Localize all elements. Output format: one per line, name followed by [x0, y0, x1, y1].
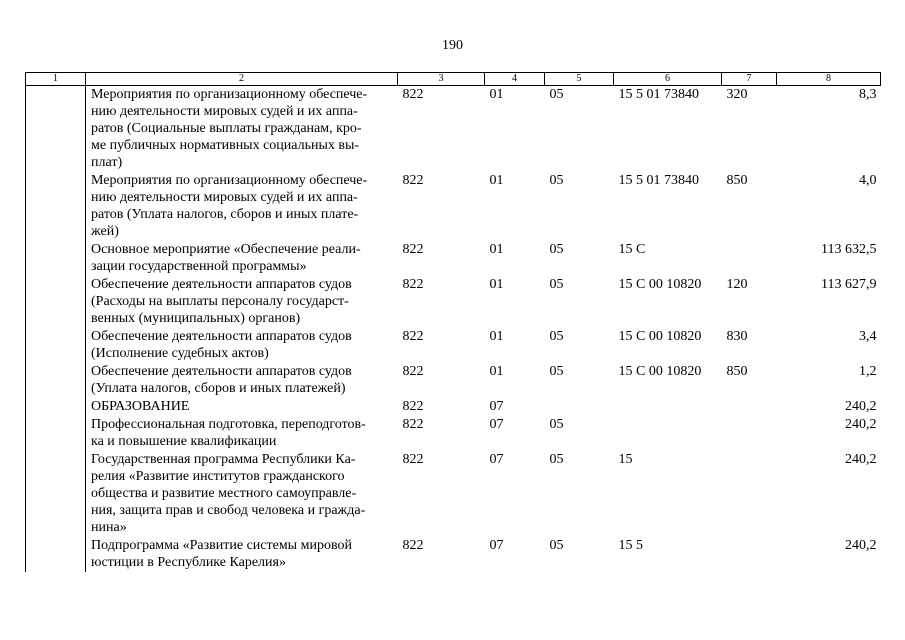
- column-header: 7: [722, 73, 777, 86]
- cell-col4: 01: [489, 364, 504, 379]
- cell-col7: 830: [726, 329, 748, 344]
- cell-col4: 01: [489, 173, 504, 188]
- table-row: [26, 451, 881, 537]
- cell-col1: [26, 416, 86, 451]
- cell-col7: 120: [726, 277, 748, 292]
- cell-amount: 240,2: [845, 417, 877, 432]
- cell-col5: [545, 398, 614, 416]
- cell-name: Основное мероприятие «Обеспечение реали- зации государственной программы»: [86, 241, 398, 276]
- cell-col4: 01: [489, 242, 504, 257]
- cell-col6: 15 С: [618, 242, 646, 257]
- cell-col7: [722, 398, 777, 416]
- cell-col7: [722, 537, 777, 572]
- table-row: [26, 416, 881, 451]
- table-row: [26, 363, 881, 398]
- cell-name: Обеспечение деятельности аппаратов судов (Расходы на выплаты персоналу государст- венных (муниципальных) органов): [86, 276, 398, 328]
- table-row: [26, 86, 881, 173]
- cell-col7: 320: [726, 87, 748, 102]
- table-row: [26, 537, 881, 572]
- table-row: [26, 276, 881, 328]
- column-header: 4: [485, 73, 545, 86]
- cell-amount: 1,2: [859, 364, 877, 379]
- cell-col3: 822: [402, 87, 424, 102]
- cell-col1: [26, 86, 86, 173]
- cell-col3: 822: [402, 242, 424, 257]
- table-row: [26, 172, 881, 241]
- cell-col1: [26, 276, 86, 328]
- cell-col3: 822: [402, 538, 424, 553]
- cell-col1: [26, 241, 86, 276]
- cell-col6: 15 С 00 10820: [618, 364, 702, 379]
- cell-col1: [26, 363, 86, 398]
- cell-col1: [26, 451, 86, 537]
- cell-amount: 240,2: [845, 452, 877, 467]
- cell-col4: 01: [489, 329, 504, 344]
- cell-col6: 15 5: [618, 538, 643, 553]
- cell-col4: 07: [489, 399, 504, 414]
- cell-name: Подпрограмма «Развитие системы мировой юстиции в Республике Карелия»: [86, 537, 398, 572]
- cell-name: Мероприятия по организационному обеспече- нию деятельности мировых судей и их аппа- ратов (Социальные выплаты гражданам, кро- ме публичных нормативных социальных вы- плат): [86, 86, 398, 173]
- cell-name: Обеспечение деятельности аппаратов судов (Исполнение судебных актов): [86, 328, 398, 363]
- column-header: 2: [86, 73, 398, 86]
- cell-col4: 07: [489, 538, 504, 553]
- cell-amount: 113 627,9: [821, 277, 877, 292]
- column-header: 8: [777, 73, 881, 86]
- cell-col1: [26, 172, 86, 241]
- table-row: [26, 328, 881, 363]
- cell-col4: 07: [489, 417, 504, 432]
- cell-col4: 01: [489, 87, 504, 102]
- cell-col5: 05: [549, 364, 564, 379]
- table-row: [26, 398, 881, 416]
- cell-col5: 05: [549, 242, 564, 257]
- cell-col5: 05: [549, 329, 564, 344]
- cell-col1: [26, 398, 86, 416]
- budget-table: [25, 72, 881, 572]
- cell-col5: 05: [549, 277, 564, 292]
- cell-name: Государственная программа Республики Ка- релия «Развитие институтов гражданского общества и развитие местного самоуправле- ния, защита прав и свобод человека и гражда- нина»: [86, 451, 398, 537]
- page-number: 190: [442, 38, 463, 53]
- cell-col6: [614, 416, 722, 451]
- cell-col3: 822: [402, 364, 424, 379]
- cell-col7: 850: [726, 364, 748, 379]
- cell-col3: 822: [402, 417, 424, 432]
- cell-col7: [722, 451, 777, 537]
- cell-amount: 3,4: [859, 329, 877, 344]
- cell-name: Обеспечение деятельности аппаратов судов (Уплата налогов, сборов и иных платежей): [86, 363, 398, 398]
- cell-col4: 07: [489, 452, 504, 467]
- cell-col6: 15: [618, 452, 633, 467]
- cell-col3: 822: [402, 173, 424, 188]
- header-row: [26, 73, 881, 86]
- cell-col3: 822: [402, 452, 424, 467]
- cell-name: ОБРАЗОВАНИЕ: [86, 398, 398, 416]
- column-header: 5: [545, 73, 614, 86]
- column-header: 1: [26, 73, 86, 86]
- cell-col1: [26, 537, 86, 572]
- column-header: 6: [614, 73, 722, 86]
- cell-amount: 240,2: [845, 538, 877, 553]
- cell-col7: 850: [726, 173, 748, 188]
- cell-col6: [614, 398, 722, 416]
- cell-col6: 15 С 00 10820: [618, 329, 702, 344]
- cell-col5: 05: [549, 452, 564, 467]
- cell-col5: 05: [549, 87, 564, 102]
- cell-col5: 05: [549, 538, 564, 553]
- cell-col3: 822: [402, 329, 424, 344]
- cell-col7: [722, 241, 777, 276]
- cell-col7: [722, 416, 777, 451]
- cell-col3: 822: [402, 399, 424, 414]
- cell-col6: 15 С 00 10820: [618, 277, 702, 292]
- cell-name: Мероприятия по организационному обеспече- нию деятельности мировых судей и их аппа- ратов (Уплата налогов, сборов и иных плате- жей): [86, 172, 398, 241]
- cell-col6: 15 5 01 73840: [618, 87, 699, 102]
- cell-col3: 822: [402, 277, 424, 292]
- cell-col5: 05: [549, 417, 564, 432]
- cell-col1: [26, 328, 86, 363]
- cell-amount: 8,3: [859, 87, 877, 102]
- cell-amount: 240,2: [845, 399, 877, 414]
- cell-col6: 15 5 01 73840: [618, 173, 699, 188]
- cell-amount: 4,0: [859, 173, 877, 188]
- cell-col4: 01: [489, 277, 504, 292]
- table-row: [26, 241, 881, 276]
- column-header: 3: [398, 73, 485, 86]
- cell-name: Профессиональная подготовка, переподготов- ка и повышение квалификации: [86, 416, 398, 451]
- cell-col5: 05: [549, 173, 564, 188]
- cell-amount: 113 632,5: [821, 242, 877, 257]
